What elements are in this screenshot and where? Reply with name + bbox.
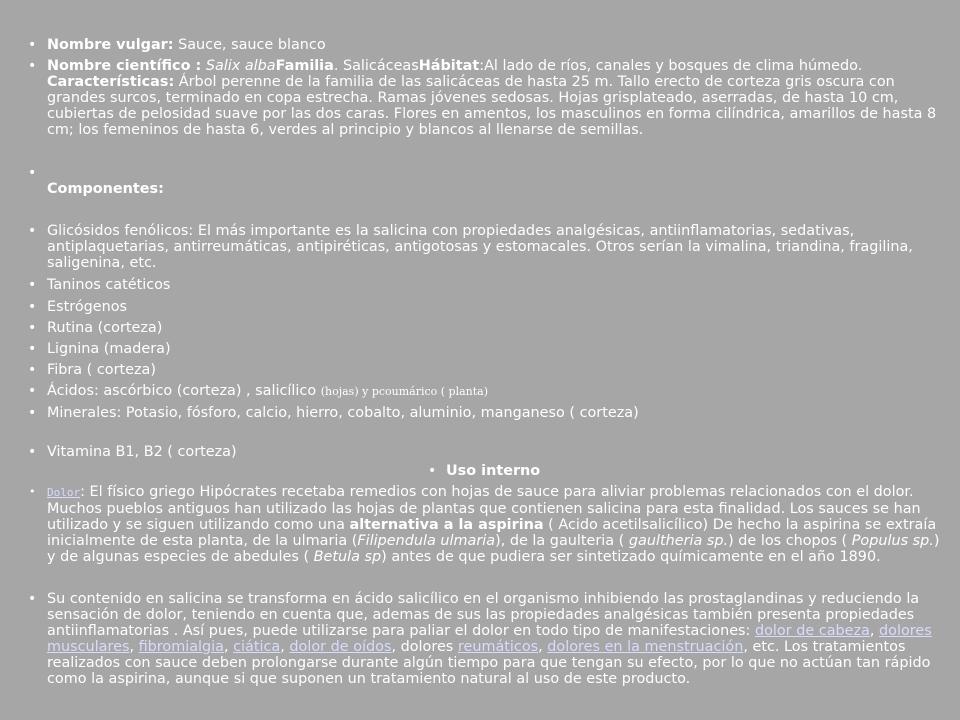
dolor-de-oidos-link[interactable]: dolor de oídos — [289, 639, 392, 655]
nombre-vulgar-item — [47, 37, 952, 53]
separator: , dolores — [391, 639, 458, 655]
taninos-item: Taninos catéticos — [47, 277, 171, 293]
uso-interno-label: Uso interno — [446, 463, 541, 479]
dolores-menstruacion-link[interactable]: dolores en la menstruación — [547, 639, 744, 655]
glicosidos-item: Glicósidos fenólicos: El más importante es la salicina con propiedades analgésicas, antiinflamatorias, sedativas, antiplaquetarias, antirreumáticas, antipiréticas, antigotosas y estomacales. Otros serían la vimalina, triandina, fragilina, saligenina, etc. — [47, 223, 913, 271]
dolor-de-cabeza-link[interactable]: dolor de cabeza — [754, 623, 870, 639]
bullet: • — [28, 299, 37, 315]
componentes-heading — [47, 181, 952, 197]
bullet: • — [28, 320, 37, 336]
nombre-vulgar-text: Sauce, sauce blanco — [173, 37, 326, 53]
populus-text: Populus sp. — [851, 533, 934, 549]
rutina-item: Rutina (corteza) — [47, 320, 163, 336]
vitamina-item: Vitamina B1, B2 ( corteza) — [47, 444, 237, 460]
bullet: • — [28, 37, 37, 53]
dolor-item — [47, 484, 952, 565]
acidos-text: Ácidos: ascórbico (corteza) , salicílico — [47, 383, 321, 399]
dolor-text: ) y de algunas especies de abedules ( — [47, 533, 940, 565]
salicina-text: , etc. Los tratamientos realizados con sauce deben prolongarse durante algún tiempo para que tengan su efecto, por lo que no actúan tan rápido como la aspirina, aunque si que suponen un tratamiento natural al uso de este producto. — [47, 639, 931, 687]
lignina-item: Lignina (madera) — [47, 341, 171, 357]
bullet: • — [28, 444, 37, 460]
scientific-name: Salix alba — [205, 58, 276, 74]
nombre-cientifico-label: Nombre científico : — [47, 58, 202, 74]
nombre-cientifico-item — [47, 58, 952, 138]
bullet: • — [28, 277, 37, 293]
reumaticos-link[interactable]: reumáticos — [457, 639, 539, 655]
estrogenos-item: Estrógenos — [47, 299, 128, 315]
bullet: • — [28, 58, 37, 74]
habitat-text: :Al lado de ríos, canales y bosques de clima húmedo. — [479, 58, 863, 74]
bullet: • — [28, 591, 37, 607]
minerales-item: Minerales: Potasio, fósforo, calcio, hierro, cobalto, aluminio, manganeso ( corteza) — [47, 405, 639, 421]
bullet: • — [28, 223, 37, 239]
bullet: • — [28, 383, 37, 399]
dolor-text: ( Acido acetilsalicílico) De hecho la aspirina se extraía inicialmente de esta planta, de la ulmaria ( — [47, 517, 937, 549]
bullet: • — [28, 165, 37, 181]
caracteristicas-label: Características: — [47, 74, 175, 90]
familia-text: . Salicáceas — [333, 58, 419, 74]
separator: , — [223, 639, 234, 655]
salicina-item — [47, 591, 952, 687]
ciatica-link[interactable]: ciática — [233, 639, 281, 655]
dolor-text: ) de los chopos ( — [728, 533, 852, 549]
bullet: • — [28, 362, 37, 378]
bullet: • — [29, 485, 36, 498]
habitat-label: Hábitat — [418, 58, 480, 74]
dolor-text: : El físico griego Hipócrates recetaba remedios con hojas de sauce para aliviar problemas relacionados con el dolor. Muchos pueblos antiguos han utilizado las hojas de plantas que contienen salicina para esta finalidad. Los sauces se han utilizado y se siguen utilizando como una — [47, 484, 921, 533]
betula-text: Betula sp — [313, 549, 382, 565]
acidos-small-text: (hojas) y pcoumárico ( planta) — [320, 385, 489, 398]
familia-label: Familia — [275, 58, 334, 74]
fibromialgia-link[interactable]: fibromialgia — [138, 639, 224, 655]
separator: , — [538, 639, 548, 655]
gaultheria-text: gaultheria sp. — [628, 533, 729, 549]
separator: , — [869, 623, 880, 639]
dolor-text: ), de la gaulteria ( — [495, 533, 629, 549]
separator: , — [129, 639, 139, 655]
dolores-musculares-link[interactable]: dolores musculares — [47, 623, 932, 655]
componentes-label: Componentes: — [47, 181, 164, 197]
caracteristicas-text: Árbol perenne de la familia de las salicáceas de hasta 25 m. Tallo erecto de corteza gris oscura con grandes surcos, terminado en copa estrecha. Ramas jóvenes sedosas. Hojas grisplateado, aserradas, de hasta 10 cm, cubiertas de pelosidad suave por las dos caras. Flores en amentos, los masculinos en forma cilíndrica, amarillos de hasta 8 cm; los femeninos de hasta 6, verdes al principio y blancos al llenarse de semillas. — [47, 74, 937, 138]
separator: , — [280, 639, 290, 655]
bullet: • — [28, 405, 37, 421]
dolor-text: ) antes de que pudiera ser sintetizado químicamente en el año 1890. — [381, 549, 881, 565]
uso-interno-heading — [446, 463, 646, 479]
salicina-text: Su contenido en salicina se transforma en ácido salicílico en el organismo inhibiendo las prostaglandinas y reduciendo la sensación de dolor, teniendo en cuenta que, ademas de sus las propiedades analgésicas también presenta propiedades antiinflamatorias . Así pues, puede utilizarse para paliar el dolor en todo tipo de manifestaciones: — [47, 591, 920, 639]
dolor-link[interactable]: Dolor — [47, 486, 81, 499]
bullet: • — [28, 341, 37, 357]
nombre-vulgar-label: Nombre vulgar: — [47, 37, 174, 53]
bullet: • — [428, 463, 437, 479]
acidos-item — [47, 383, 952, 400]
filipendula-text: Filipendula ulmaria — [357, 533, 496, 549]
fibra-item: Fibra ( corteza) — [47, 362, 156, 378]
alternativa-aspirina-text: alternativa a la aspirina — [349, 517, 544, 533]
